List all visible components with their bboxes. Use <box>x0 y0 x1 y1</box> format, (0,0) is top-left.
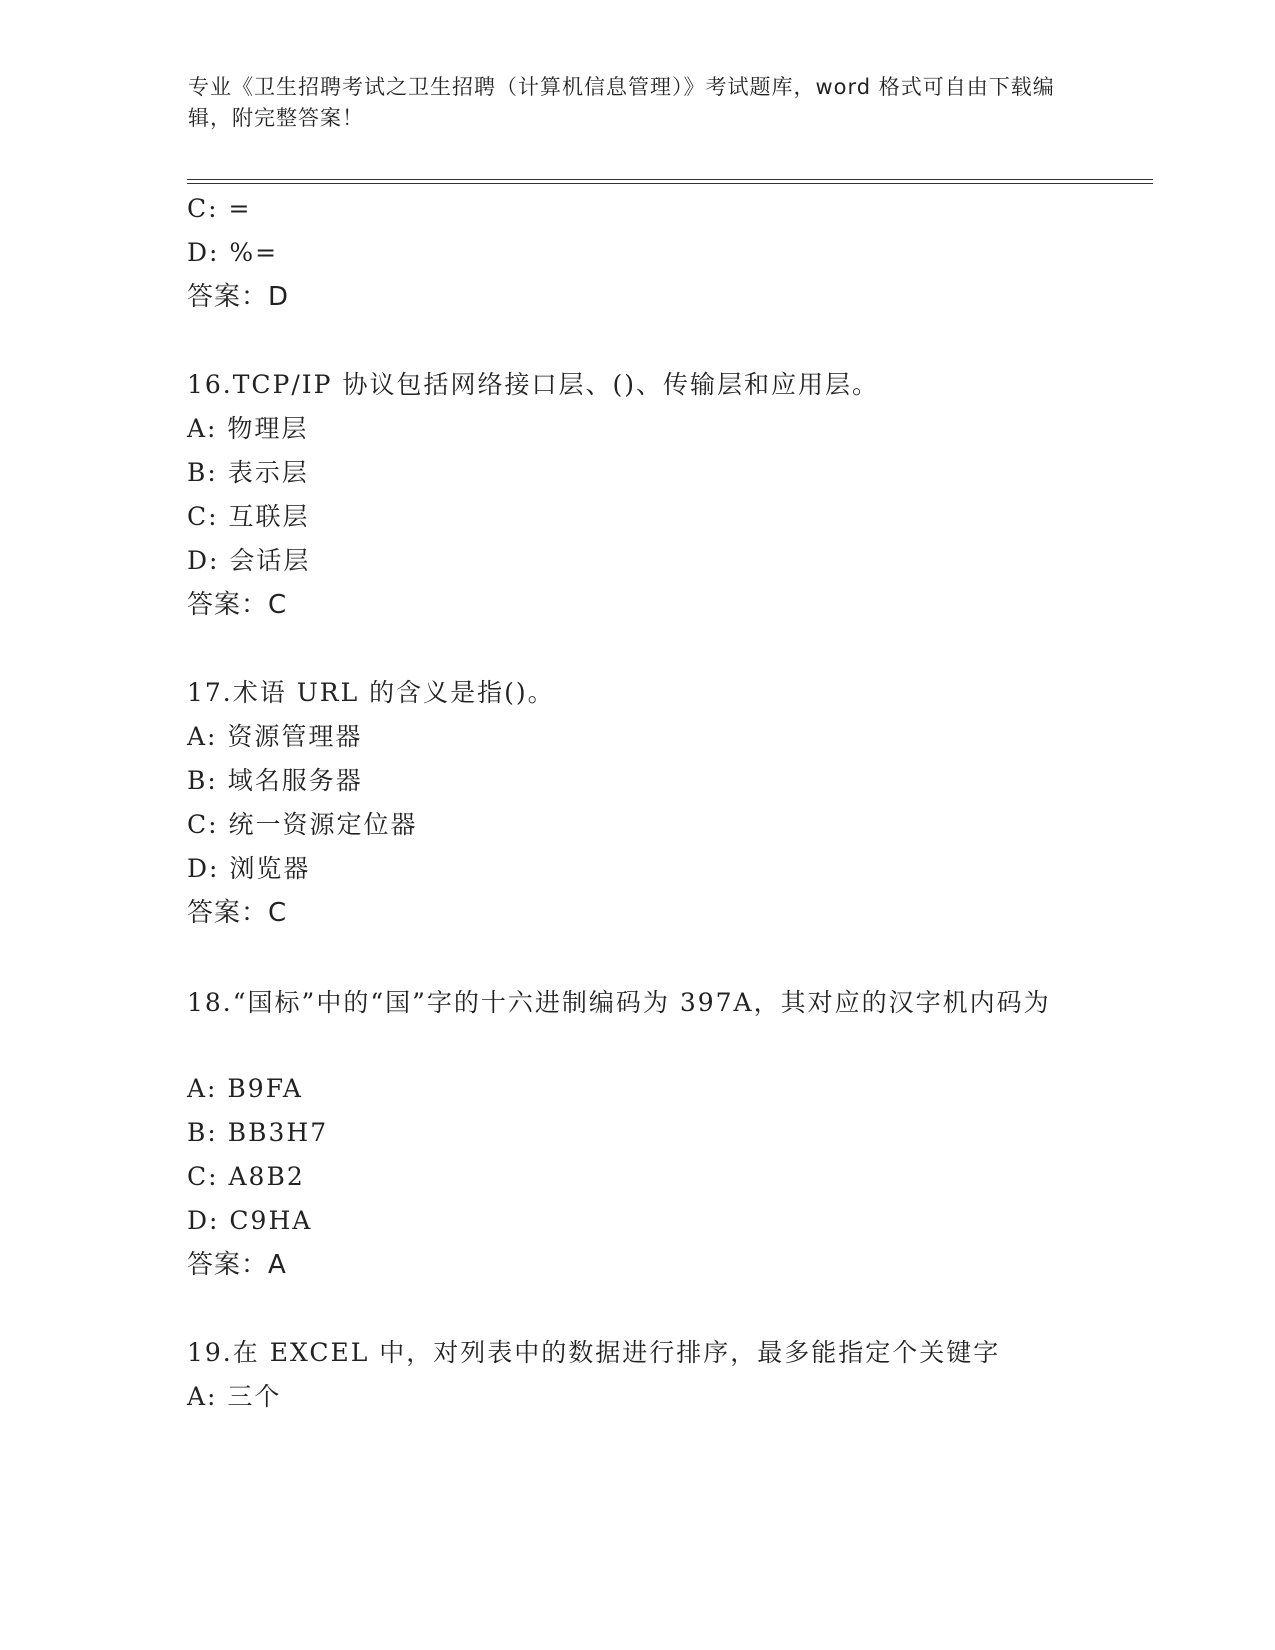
question-17-option-c: C: 统一资源定位器 <box>187 810 418 839</box>
question-18-option-b: B: BB3H7 <box>187 1118 329 1147</box>
question-18-option-a: A: B9FA <box>187 1074 303 1103</box>
question-16-option-d: D: 会话层 <box>187 546 311 575</box>
question-18-option-c: C: A8B2 <box>187 1162 305 1191</box>
question-18-option-d: D: C9HA <box>187 1206 313 1235</box>
question-18-answer: 答案：A <box>187 1250 287 1280</box>
option-c: C: = <box>187 194 252 223</box>
question-16-option-b: B: 表示层 <box>187 458 309 487</box>
question-16-stem: 16.TCP/IP 协议包括网络接口层、()、传输层和应用层。 <box>187 370 879 399</box>
question-17-answer: 答案：C <box>187 898 288 928</box>
option-d: D: %= <box>187 238 279 267</box>
question-16-option-a: A: 物理层 <box>187 414 309 443</box>
question-19-stem: 19.在 EXCEL 中，对列表中的数据进行排序，最多能指定个关键字 <box>187 1338 1001 1367</box>
question-16-answer: 答案：C <box>187 590 288 620</box>
question-17-option-a: A: 资源管理器 <box>187 722 363 751</box>
question-17-option-b: B: 域名服务器 <box>187 766 363 795</box>
question-18-stem: 18.“国标”中的“国”字的十六进制编码为 397A，其对应的汉字机内码为 <box>187 988 1051 1017</box>
answer: 答案：D <box>187 282 290 312</box>
question-19-option-a: A: 三个 <box>187 1382 282 1411</box>
header-rule-bottom <box>187 183 1153 184</box>
question-17-option-d: D: 浏览器 <box>187 854 311 883</box>
document-header: 专业《卫生招聘考试之卫生招聘（计算机信息管理）》考试题库，word 格式可自由下载编辑，附完整答案！ <box>188 75 1055 130</box>
header-rule-top <box>187 179 1153 180</box>
question-17-stem: 17.术语 URL 的含义是指()。 <box>187 678 555 707</box>
question-16-option-c: C: 互联层 <box>187 502 310 531</box>
